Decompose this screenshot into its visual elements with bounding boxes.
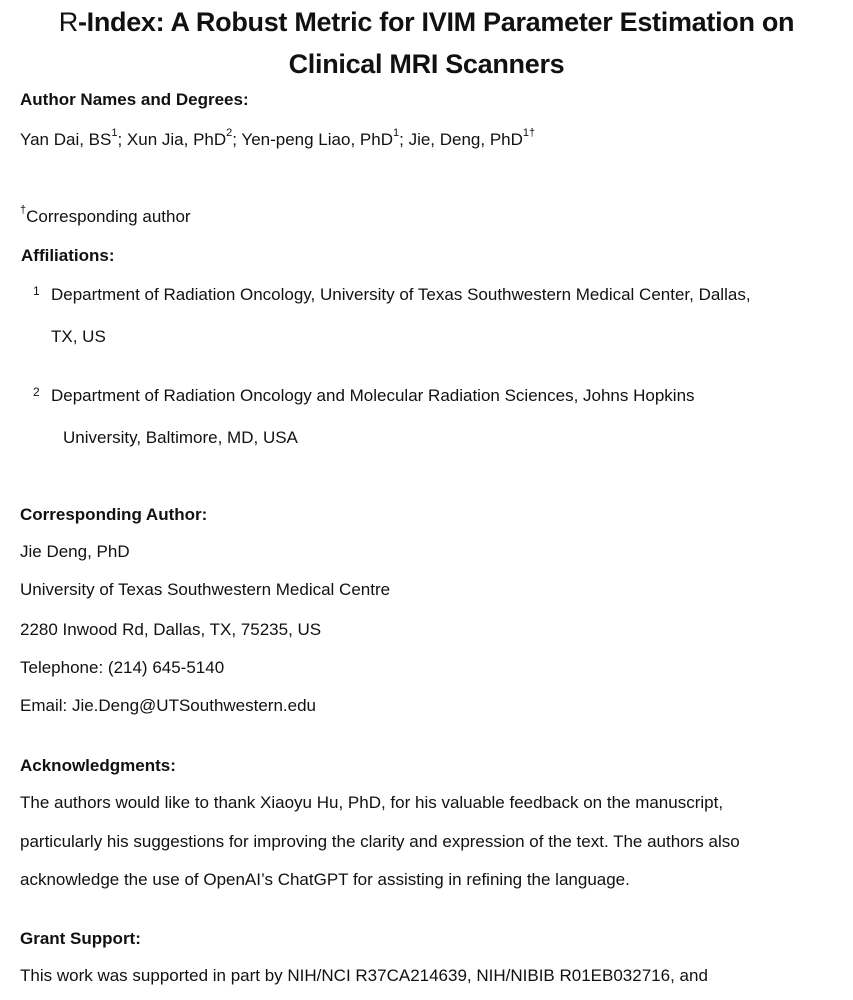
grant-support-heading: Grant Support: [20, 929, 141, 948]
corresponding-author-heading: Corresponding Author: [20, 505, 208, 524]
affiliation-1-line-2: TX, US [51, 327, 106, 346]
acknowledgments-line: The authors would like to thank Xiaoyu Hu, PhD, for his valuable feedback on the manuscript, [20, 793, 724, 812]
corresponding-institution: University of Texas Southwestern Medical Centre [20, 580, 391, 599]
author-name: Xun Jia, PhD [126, 130, 227, 149]
author-list [20, 127, 536, 150]
paper-title-line-1 [0, 4, 853, 40]
title-lead-letter: R [58, 7, 78, 37]
corresponding-telephone: Telephone: (214) 645-5140 [20, 658, 225, 677]
author-affiliation-mark: 1 [392, 127, 400, 139]
corresponding-email: Email: Jie.Deng@UTSouthwestern.edu [20, 696, 317, 715]
corresponding-note-text: Corresponding author [26, 207, 191, 226]
author-name: Jie, Deng, PhD [408, 130, 523, 149]
author-affiliation-mark: 2 [226, 127, 233, 139]
authors-heading: Author Names and Degrees: [20, 90, 249, 109]
author-separator: ; [399, 130, 409, 149]
title-line-1-text: -Index: A Robust Metric for IVIM Parameter Estimation on [77, 7, 795, 37]
affiliation-number: 1 [33, 284, 40, 298]
corresponding-author-note [20, 204, 191, 227]
affiliation-2-line-1: Department of Radiation Oncology and Molecular Radiation Sciences, Johns Hopkins [51, 386, 695, 405]
acknowledgments-heading: Acknowledgments: [20, 756, 176, 775]
author-name: Yen-peng Liao, PhD [241, 130, 393, 149]
dagger-mark: † [20, 204, 27, 216]
affiliation-number: 2 [33, 385, 40, 399]
author-name: Yan Dai, BS [20, 130, 112, 149]
author-separator: ; [117, 130, 127, 149]
acknowledgments-line: acknowledge the use of OpenAI’s ChatGPT for assisting in refining the language. [20, 870, 630, 889]
affiliation-2-line-2: University, Baltimore, MD, USA [63, 428, 298, 447]
author-affiliation-mark: 1† [522, 127, 536, 139]
corresponding-name: Jie Deng, PhD [20, 542, 130, 561]
acknowledgments-line: particularly his suggestions for improving the clarity and expression of the text. The authors also [20, 832, 740, 851]
affiliations-heading: Affiliations: [21, 246, 115, 265]
author-affiliation-mark: 1 [111, 127, 118, 139]
author-separator: ; [232, 130, 242, 149]
corresponding-address: 2280 Inwood Rd, Dallas, TX, 75235, US [20, 620, 322, 639]
paper-title-line-2: Clinical MRI Scanners [288, 49, 565, 79]
grant-support-line: This work was supported in part by NIH/NCI R37CA214639, NIH/NIBIB R01EB032716, and [20, 966, 708, 985]
affiliation-1-line-1: Department of Radiation Oncology, University of Texas Southwestern Medical Center, Dallas, [51, 285, 751, 304]
